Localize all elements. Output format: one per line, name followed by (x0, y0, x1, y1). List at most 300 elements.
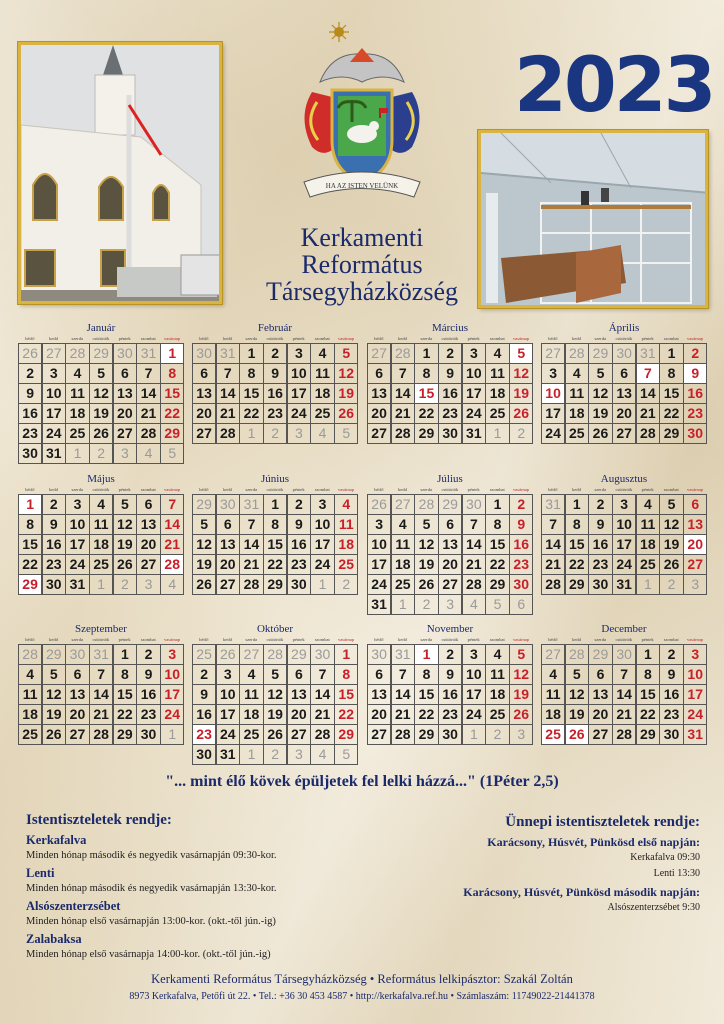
calendar-day: 3 (541, 363, 565, 384)
calendar-day: 10 (160, 664, 184, 685)
calendar-day: 11 (541, 684, 565, 705)
month-name: Január (86, 322, 116, 334)
church-interior-photo (478, 130, 708, 308)
calendar-day: 22 (334, 704, 358, 725)
calendar-day: 3 (287, 343, 311, 364)
calendar-day: 27 (367, 724, 391, 745)
calendar-day: 27 (367, 423, 391, 444)
weekday-label: szombat (489, 336, 505, 341)
church-exterior-photo (18, 42, 222, 304)
calendar-day: 17 (462, 383, 486, 404)
calendar-day: 7 (541, 514, 565, 535)
calendar-day: 27 (612, 423, 636, 444)
calendar-day: 2 (263, 744, 287, 765)
calendar-day: 12 (263, 684, 287, 705)
calendar-day: 27 (541, 644, 565, 665)
calendar-day: 9 (438, 664, 462, 685)
service-schedule: Minden hónap második és negyedik vasárnapján 13:30-kor. (26, 883, 277, 894)
month-name: Június (260, 473, 290, 485)
calendar-day: 10 (65, 514, 89, 535)
calendar-day: 25 (239, 724, 263, 745)
calendar-day: 28 (263, 644, 287, 665)
calendar-day: 28 (65, 343, 89, 364)
calendar-day: 30 (438, 423, 462, 444)
calendar-day: 18 (541, 704, 565, 725)
calendar-day: 29 (113, 724, 137, 745)
calendar-day: 29 (414, 724, 438, 745)
calendar-day: 26 (216, 644, 240, 665)
month-2 (192, 322, 358, 443)
calendar-day: 8 (113, 664, 137, 685)
weekday-label: péntek (118, 487, 131, 492)
calendar-day: 6 (216, 514, 240, 535)
weekday-label: vasárnap (512, 487, 529, 492)
calendar-day: 12 (588, 383, 612, 404)
calendar-day: 23 (136, 704, 160, 725)
service-place-name: Alsószenterzsébet (26, 899, 121, 913)
calendar-day: 3 (113, 443, 137, 464)
calendar-day: 28 (391, 343, 415, 364)
month-name: Július (437, 473, 463, 485)
calendar-day: 30 (588, 574, 612, 595)
calendar-day: 20 (683, 534, 707, 555)
organization-title (240, 224, 484, 305)
calendar-day: 14 (612, 684, 636, 705)
calendar-day: 8 (414, 664, 438, 685)
calendar-day: 2 (263, 343, 287, 364)
calendar-day: 6 (65, 664, 89, 685)
weekday-label: kedd (49, 637, 58, 642)
calendar-day: 11 (391, 534, 415, 555)
calendar-day: 12 (414, 534, 438, 555)
calendar-day: 27 (42, 343, 66, 364)
weekday-label: péntek (467, 487, 480, 492)
month-name: Október (256, 623, 294, 635)
calendar-day: 27 (113, 423, 137, 444)
calendar-day: 14 (391, 684, 415, 705)
calendar-day: 3 (65, 494, 89, 515)
calendar-day: 7 (89, 664, 113, 685)
calendar-day: 17 (683, 684, 707, 705)
calendar-day: 11 (334, 514, 358, 535)
calendar-day: 4 (136, 443, 160, 464)
calendar-day: 31 (541, 494, 565, 515)
calendar-day: 11 (310, 363, 334, 384)
weekday-header (192, 635, 358, 644)
weekday-label: szerda (71, 637, 83, 642)
weekday-label: vasárnap (163, 487, 180, 492)
month-name: Augusztus (600, 473, 648, 485)
calendar-day: 11 (565, 383, 589, 404)
calendar-day: 13 (113, 383, 137, 404)
calendar-day: 31 (136, 343, 160, 364)
calendar-day: 12 (334, 363, 358, 384)
weekday-label: szerda (594, 487, 606, 492)
calendar-day: 26 (334, 403, 358, 424)
calendar-day: 23 (509, 554, 533, 575)
calendar-day: 17 (462, 684, 486, 705)
weekday-label: csütörtök (615, 637, 633, 642)
calendar-day: 19 (42, 704, 66, 725)
calendar-day: 30 (367, 644, 391, 665)
calendar-day: 1 (485, 423, 509, 444)
calendar-day: 6 (612, 363, 636, 384)
weekday-label: csütörtök (92, 637, 110, 642)
calendar-day: 7 (391, 664, 415, 685)
holiday-services (370, 814, 700, 916)
calendar-day: 2 (509, 423, 533, 444)
calendar-day: 18 (239, 704, 263, 725)
calendar-day: 4 (391, 514, 415, 535)
calendar-day: 14 (462, 534, 486, 555)
calendar-day: 28 (565, 644, 589, 665)
footer-organization: Kerkamenti Református Társegyházközség • Református lelkipásztor: Szakál Zoltán (151, 972, 573, 986)
calendar-day: 4 (636, 494, 660, 515)
calendar-day: 30 (287, 574, 311, 595)
weekday-label: hétfő (199, 336, 209, 341)
calendar-day: 13 (612, 383, 636, 404)
calendar-day: 2 (263, 423, 287, 444)
calendar-day: 5 (334, 744, 358, 765)
calendar-day: 4 (485, 343, 509, 364)
calendar-day: 29 (588, 644, 612, 665)
calendar-day: 29 (588, 343, 612, 364)
calendar-day: 20 (367, 403, 391, 424)
weekday-label: szerda (245, 336, 257, 341)
calendar-day: 26 (659, 554, 683, 575)
weekday-label: péntek (292, 487, 305, 492)
calendar-day: 30 (18, 443, 42, 464)
calendar-day: 10 (541, 383, 565, 404)
calendar-day: 3 (310, 494, 334, 515)
calendar-day: 15 (113, 684, 137, 705)
calendar-day: 3 (509, 724, 533, 745)
month-name: Szeptember (75, 623, 127, 635)
organization-title-line: Kerkamenti (300, 223, 424, 252)
calendar-day: 6 (683, 494, 707, 515)
calendar-day: 27 (541, 343, 565, 364)
calendar-day: 28 (541, 574, 565, 595)
calendar-day: 19 (334, 383, 358, 404)
weekday-header (18, 485, 184, 494)
service-place-name: Zalabaksa (26, 932, 82, 946)
calendar-day: 20 (612, 403, 636, 424)
month-1 (18, 322, 184, 463)
calendar-day: 30 (192, 343, 216, 364)
calendar-day: 22 (565, 554, 589, 575)
calendar-day: 14 (541, 534, 565, 555)
calendar-day: 2 (18, 363, 42, 384)
calendar-day: 27 (683, 554, 707, 575)
calendar-day: 30 (509, 574, 533, 595)
calendar-day: 23 (588, 554, 612, 575)
calendar-day: 30 (192, 744, 216, 765)
calendar-day: 19 (565, 704, 589, 725)
calendar-day: 15 (18, 534, 42, 555)
calendar-day: 4 (310, 744, 334, 765)
calendar-day: 29 (160, 423, 184, 444)
weekday-label: csütörtök (615, 487, 633, 492)
calendar-day: 24 (462, 403, 486, 424)
calendar-day: 2 (89, 443, 113, 464)
weekday-label: hétfő (548, 487, 558, 492)
calendar-day: 5 (42, 664, 66, 685)
calendar-day: 17 (42, 403, 66, 424)
calendar-day: 31 (89, 644, 113, 665)
weekday-label: hétfő (374, 487, 384, 492)
calendar-day: 28 (136, 423, 160, 444)
calendar-day: 12 (192, 534, 216, 555)
weekday-label: szombat (314, 487, 330, 492)
calendar-day: 5 (113, 494, 137, 515)
calendar-day: 24 (160, 704, 184, 725)
calendar-day: 20 (287, 704, 311, 725)
calendar-day: 7 (462, 514, 486, 535)
holiday-services-title: Ünnepi istentiszteletek rendje: (505, 814, 700, 830)
weekday-label: péntek (641, 637, 654, 642)
calendar-day: 29 (414, 423, 438, 444)
calendar-day: 1 (636, 574, 660, 595)
calendar-day: 24 (612, 554, 636, 575)
calendar-day: 18 (636, 534, 660, 555)
calendar-day: 6 (367, 363, 391, 384)
calendar-day: 9 (683, 363, 707, 384)
calendar-day: 15 (263, 534, 287, 555)
calendar-day: 27 (391, 494, 415, 515)
calendar-day: 10 (367, 534, 391, 555)
calendar-day: 1 (18, 494, 42, 515)
calendar-day: 10 (462, 363, 486, 384)
calendar-day: 23 (263, 403, 287, 424)
calendar-day: 4 (310, 343, 334, 364)
calendar-day: 16 (42, 534, 66, 555)
calendar-day: 15 (485, 534, 509, 555)
calendar-day: 19 (588, 403, 612, 424)
calendar-day: 26 (89, 423, 113, 444)
calendar-day: 11 (485, 363, 509, 384)
calendar-day: 26 (18, 343, 42, 364)
weekday-label: szombat (663, 336, 679, 341)
calendar-day: 5 (192, 514, 216, 535)
calendar-day: 10 (42, 383, 66, 404)
calendar-day: 14 (391, 383, 415, 404)
calendar-day: 21 (136, 403, 160, 424)
calendar-day: 1 (113, 644, 137, 665)
weekday-label: kedd (572, 336, 581, 341)
month-day-grid (192, 343, 358, 443)
calendar-day: 3 (287, 423, 311, 444)
month-7 (367, 473, 533, 614)
weekday-label: szombat (489, 487, 505, 492)
weekday-label: szerda (594, 336, 606, 341)
calendar-day: 27 (65, 724, 89, 745)
weekday-label: péntek (467, 336, 480, 341)
calendar-day: 30 (216, 494, 240, 515)
organization-title-line: Társegyházközség (265, 277, 459, 306)
calendar-day: 16 (438, 383, 462, 404)
weekday-label: szombat (314, 637, 330, 642)
calendar-day: 2 (683, 343, 707, 364)
calendar-day: 28 (216, 423, 240, 444)
calendar-day: 15 (636, 684, 660, 705)
calendar-day: 19 (509, 383, 533, 404)
calendar-day: 10 (310, 514, 334, 535)
calendar-day: 9 (438, 363, 462, 384)
calendar-day: 3 (216, 664, 240, 685)
weekday-label: szerda (594, 637, 606, 642)
month-3 (367, 322, 533, 443)
weekday-label: szombat (140, 487, 156, 492)
calendar-day: 19 (659, 534, 683, 555)
calendar-day: 23 (287, 554, 311, 575)
calendar-day: 14 (216, 383, 240, 404)
month-name: November (426, 623, 474, 635)
calendar-day: 31 (683, 724, 707, 745)
calendar-day: 3 (367, 514, 391, 535)
calendar-day: 22 (263, 554, 287, 575)
weekday-label: szerda (245, 487, 257, 492)
calendar-day: 29 (334, 724, 358, 745)
calendar-day: 31 (367, 594, 391, 615)
calendar-day: 30 (438, 724, 462, 745)
calendar-day: 2 (509, 494, 533, 515)
month-name: Február (257, 322, 293, 334)
calendar-day: 8 (18, 514, 42, 535)
calendar-day: 20 (216, 554, 240, 575)
calendar-day: 9 (18, 383, 42, 404)
calendar-day: 30 (310, 644, 334, 665)
calendar-day: 19 (509, 684, 533, 705)
calendar-day: 4 (565, 363, 589, 384)
calendar-day: 2 (588, 494, 612, 515)
month-9 (18, 623, 184, 744)
calendar-day: 2 (414, 594, 438, 615)
calendar-day: 24 (462, 704, 486, 725)
calendar-day: 29 (42, 644, 66, 665)
calendar-day: 20 (438, 554, 462, 575)
calendar-day: 3 (683, 574, 707, 595)
calendar-day: 6 (509, 594, 533, 615)
calendar-day: 28 (391, 423, 415, 444)
weekday-label: kedd (398, 637, 407, 642)
calendar-day: 22 (485, 554, 509, 575)
calendar-day: 8 (160, 363, 184, 384)
weekday-label: csütörtök (441, 336, 459, 341)
calendar-day: 7 (136, 363, 160, 384)
calendar-day: 21 (541, 554, 565, 575)
weekday-label: kedd (49, 336, 58, 341)
calendar-day: 4 (462, 594, 486, 615)
month-name: Április (608, 322, 640, 334)
calendar-day: 31 (462, 423, 486, 444)
weekday-label: csütörtök (266, 487, 284, 492)
weekday-label: hétfő (548, 637, 558, 642)
calendar-day: 4 (65, 363, 89, 384)
calendar-day: 1 (160, 724, 184, 745)
weekday-label: hétfő (199, 487, 209, 492)
calendar-day: 28 (160, 554, 184, 575)
calendar-day: 5 (588, 363, 612, 384)
calendar-day: 29 (565, 574, 589, 595)
calendar-day: 19 (89, 403, 113, 424)
weekday-header (367, 485, 533, 494)
holiday-service-item: Lenti 13:30 (653, 868, 700, 879)
calendar-day: 2 (113, 574, 137, 595)
calendar-day: 21 (391, 403, 415, 424)
calendar-day: 17 (287, 383, 311, 404)
calendar-day: 20 (136, 534, 160, 555)
calendar-day: 26 (509, 403, 533, 424)
calendar-day: 17 (541, 403, 565, 424)
calendar-day: 14 (239, 534, 263, 555)
calendar-day: 12 (509, 664, 533, 685)
holiday-second-day-heading: Karácsony, Húsvét, Pünkösd második napján: (463, 885, 700, 899)
footer-contact: 8973 Kerkafalva, Petőfi út 22. • Tel.: +36 30 453 4587 • http://kerkafalva.ref.hu • Számlaszám: 11749022-21441378 (129, 991, 595, 1002)
calendar-day: 6 (136, 494, 160, 515)
calendar-day: 17 (65, 534, 89, 555)
calendar-day: 1 (391, 594, 415, 615)
calendar-day: 24 (541, 423, 565, 444)
calendar-day: 30 (462, 494, 486, 515)
calendar-day: 1 (414, 644, 438, 665)
calendar-day: 10 (287, 363, 311, 384)
calendar-day: 1 (160, 343, 184, 364)
calendar-day: 5 (659, 494, 683, 515)
weekday-header (367, 635, 533, 644)
calendar-day: 19 (414, 554, 438, 575)
weekday-label: szombat (140, 637, 156, 642)
weekday-label: szombat (663, 487, 679, 492)
calendar-day: 26 (113, 554, 137, 575)
calendar-day: 17 (160, 684, 184, 705)
calendar-day: 11 (89, 514, 113, 535)
calendar-day: 16 (287, 534, 311, 555)
calendar-day: 22 (659, 403, 683, 424)
calendar-day: 16 (438, 684, 462, 705)
weekday-label: péntek (467, 637, 480, 642)
calendar-day: 18 (334, 534, 358, 555)
weekday-header (18, 635, 184, 644)
calendar-day: 2 (659, 574, 683, 595)
calendar-day: 23 (42, 554, 66, 575)
calendar-day: 14 (136, 383, 160, 404)
calendar-day: 17 (216, 704, 240, 725)
month-day-grid (367, 343, 533, 443)
holiday-first-day-heading: Karácsony, Húsvét, Pünkösd első napján: (487, 835, 700, 849)
calendar-day: 31 (636, 343, 660, 364)
calendar-day: 21 (239, 554, 263, 575)
calendar-day: 15 (659, 383, 683, 404)
calendar-day: 28 (565, 343, 589, 364)
calendar-day: 9 (509, 514, 533, 535)
month-day-grid (541, 343, 707, 443)
calendar-day: 20 (192, 403, 216, 424)
calendar-day: 23 (192, 724, 216, 745)
calendar-day: 22 (414, 704, 438, 725)
month-5 (18, 473, 184, 594)
calendar-day: 16 (192, 704, 216, 725)
weekday-label: csütörtök (441, 637, 459, 642)
calendar-day: 9 (659, 664, 683, 685)
weekday-label: kedd (49, 487, 58, 492)
month-day-grid (18, 494, 184, 594)
calendar-day: 28 (18, 644, 42, 665)
weekday-label: vasárnap (686, 637, 703, 642)
calendar-day: 25 (391, 574, 415, 595)
calendar-day: 10 (612, 514, 636, 535)
calendar-day: 4 (239, 664, 263, 685)
weekday-header (18, 334, 184, 343)
